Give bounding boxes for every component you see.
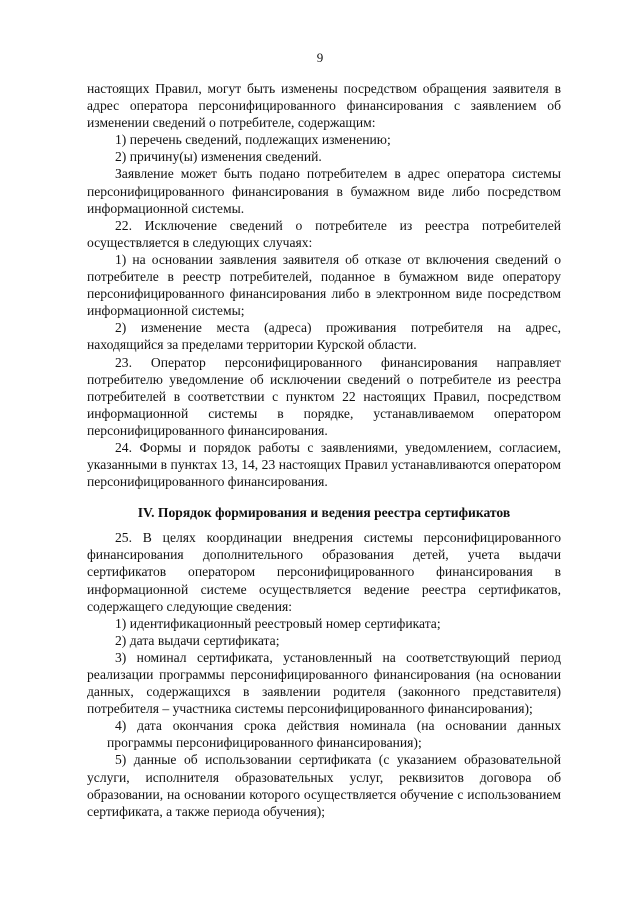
clause-25: 25. В целях координации внедрения системы персонифицированного финансирования дополнительного образования детей, учета выдачи сертификатов оператором персонифицированного финансирования в информационной системе осуществляется ведение реестра сертификатов, содержащего следующие сведения: bbox=[87, 530, 561, 614]
clause-22-item-1: 1) на основании заявления заявителя об отказе от включения сведений о потребителе в реестр потребителей, поданное в бумажном виде оператору персонифицированного финансирования либо в электронном виде посредством информационной системы; bbox=[87, 251, 561, 319]
list-item-change-reason: 2) причину(ы) изменения сведений. bbox=[115, 149, 322, 165]
page-number: 9 bbox=[316, 50, 324, 65]
clause-25-item-4: 4) дата окончания срока действия номинала (на основании данных программы персонифицированного финансирования); bbox=[107, 718, 561, 751]
clause-25-item-1: 1) идентификационный реестровый номер сертификата; bbox=[115, 615, 441, 631]
paragraph-continuation: настоящих Правил, могут быть изменены посредством обращения заявителя в адрес оператора персонифицированного финансирования с заявлением об изменении сведений о потребителе, содержащим: bbox=[87, 81, 561, 131]
clause-25-item-3: 3) номинал сертификата, установленный на соответствующий период реализации программы персонифицированного финансирования (на основании данных, содержащихся в заявлении родителя (законного представителя) потребителя – участника системы персонифицированного финансирования); bbox=[87, 649, 561, 717]
paragraph-application-submission: Заявление может быть подано потребителем в адрес оператора системы персонифицированного финансирования в бумажном виде либо посредством информационной системы. bbox=[87, 166, 561, 216]
document-body bbox=[87, 80, 561, 820]
clause-24: 24. Формы и порядок работы с заявлениями, уведомлением, согласием, указанными в пунктах 13, 14, 23 настоящих Правил устанавливаются оператором персонифицированного финансирования. bbox=[87, 439, 561, 490]
clause-25-item-2: 2) дата выдачи сертификата; bbox=[115, 632, 280, 648]
clause-25-item-5: 5) данные об использовании сертификата (с указанием образовательной услуги, исполнителя образовательных услуг, реквизитов договора об образовании, на основании которого осуществляется обучение с использованием сертификата, а также периода обучения); bbox=[87, 752, 561, 819]
clause-23: 23. Оператор персонифицированного финансирования направляет потребителю уведомление об исключении сведений о потребителе из реестра потребителей в соответствии с пунктом 22 настоящих Правил, посредством информационной системы в порядке, устанавливаемом оператором персонифицированного финансирования. bbox=[87, 354, 561, 438]
section-heading: IV. Порядок формирования и ведения реестра сертификатов bbox=[137, 505, 511, 521]
clause-22-item-2: 2) изменение места (адреса) проживания потребителя на адрес, находящийся за пределами территории Курской области. bbox=[87, 320, 561, 353]
list-item-change-fields: 1) перечень сведений, подлежащих изменению; bbox=[115, 132, 391, 148]
clause-22: 22. Исключение сведений о потребителе из реестра потребителей осуществляется в следующих случаях: bbox=[87, 217, 561, 250]
